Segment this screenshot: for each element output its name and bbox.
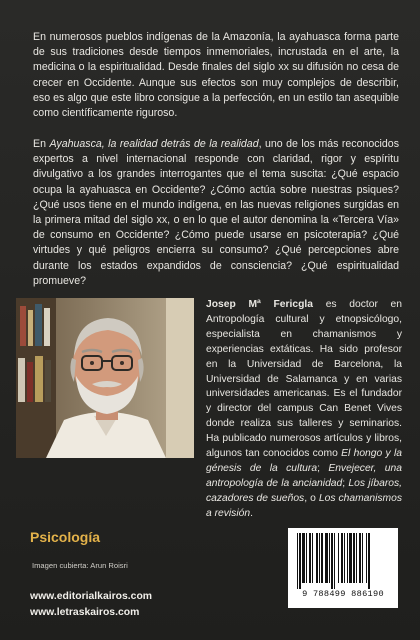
author-work-2: Envejecer, una antropología de la ancianidad: [206, 462, 402, 489]
barcode-bar: [312, 533, 313, 583]
author-bio-text-4: , o: [304, 492, 319, 504]
barcode-bar: [302, 533, 305, 583]
barcode-bar: [334, 533, 335, 589]
barcode-bar: [316, 533, 318, 583]
barcode-bars: [295, 533, 391, 589]
publisher-url-2[interactable]: www.letraskairos.com: [30, 607, 140, 618]
barcode-bar: [331, 533, 333, 589]
barcode-bar: [366, 533, 367, 583]
body-paragraph: [33, 137, 399, 289]
publisher-url-1[interactable]: www.editorialkairos.com: [30, 591, 153, 602]
author-bio: [206, 298, 402, 522]
barcode-bar: [362, 533, 363, 583]
intro-paragraph: En numerosos pueblos indígenas de la Amazonía, la ayahuasca forma parte de sus tradiciones desde tiempos inmemoriales, incrustada en el arte, la medicina o la espiritualidad. Desde finales del siglo xx su difusión no cesa de crecer en Occidente. Aunque sus efectos son muy complejos de describir, eso es algo que este libro consigue a la perfección, en un estilo tan asequible como científicamente riguroso.: [33, 31, 399, 120]
author-photo: [16, 298, 194, 458]
barcode-bar: [347, 533, 348, 583]
barcode-bar: [321, 533, 323, 583]
barcode-bar: [368, 533, 370, 589]
category-label: Psicología: [30, 529, 101, 545]
barcode-bar: [325, 533, 328, 583]
barcode-bar: [338, 533, 339, 583]
barcode-bar: [356, 533, 357, 583]
barcode-bar: [309, 533, 311, 583]
author-name: Josep Mª Fericgla: [206, 299, 314, 310]
barcode-bar: [329, 533, 330, 583]
book-title: Ayahuasca, la realidad detrás de la realidad: [49, 138, 259, 150]
barcode-digits: 9 788499 886190: [302, 589, 384, 599]
author-bio-text-2: ;: [317, 462, 329, 474]
barcode-bar: [359, 533, 361, 583]
barcode: [288, 528, 398, 608]
body-text: , uno de los más reconocidos expertos a nivel internacional responde con claridad, rigor y espíritu divulgativo a los grandes interrogantes que el tema suscita: ¿Qué espacio ocupa la ayahuasca en Occidente? ¿Cómo actúa sobre nuestras psiques? ¿Qué usos tiene en el mundo indígena, en las nuevas religiones surgidas en la primera mitad del siglo xx, o en lo que el autor denomina la «Tercera Vía» de consumo en Occidente? ¿Cómo puede usarse en psicoterapia? ¿Qué virtudes y qué peligros encierra su consumo? ¿Qué percepciones abre durante los estados expandidos de consciencia? ¿Qué espiritualidad promueve?: [33, 138, 399, 287]
barcode-bar: [306, 533, 307, 583]
barcode-bar: [344, 533, 345, 583]
barcode-bar: [297, 533, 298, 589]
barcode-bar: [299, 533, 301, 589]
author-work-4: Los chamanismos a revisión: [206, 492, 403, 519]
author-bio-text-5: .: [250, 507, 253, 519]
barcode-bar: [353, 533, 355, 583]
author-work-3: Los jíbaros, cazadores de sueños: [206, 477, 402, 504]
author-bio-text-3: ;: [342, 477, 349, 489]
cover-image-credit: Imagen cubierta: Arun Roisri: [32, 561, 128, 570]
body-lead-word: En: [33, 138, 46, 150]
author-work-1: El hongo y la génesis de la cultura: [206, 448, 402, 474]
author-bio-text-1: es doctor en Antropología cultural y etnopsicólogo, especialista en chamanismos y experiencias extáticas. Ha sido profesor en la Universidad de Barcelona, la Universidad de Salamanca y en varias universidades americanas. Es el fundador y director del campus Can Benet Vives donde realiza sus talleres y seminarios. Ha publicado numerosos artículos y libros, algunos tan conocidos como: [206, 299, 403, 460]
barcode-bar: [319, 533, 320, 583]
barcode-bar: [341, 533, 343, 583]
barcode-bar: [349, 533, 352, 583]
